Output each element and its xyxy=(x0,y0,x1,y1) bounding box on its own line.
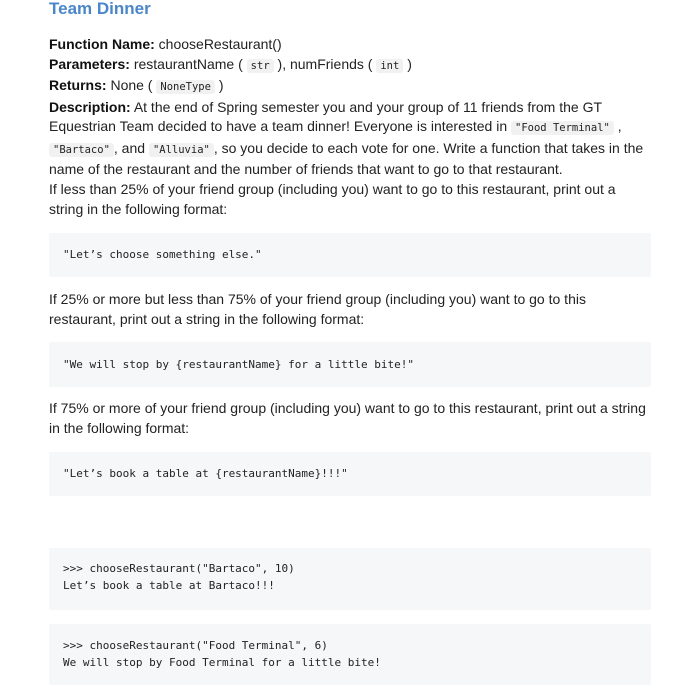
function-spec xyxy=(49,35,651,180)
case-1-condition: If less than 25% of your friend group (including you) want to go to this restaurant, print out a string in the following format: xyxy=(49,181,616,217)
param2-type: int xyxy=(376,59,403,73)
returns-value: None xyxy=(110,77,144,93)
case-1-output-block xyxy=(49,233,651,277)
example-2-block xyxy=(49,624,651,685)
example-1-result: Let’s book a table at Bartaco!!! xyxy=(63,579,275,592)
returns-line: Returns: None ( NoneType ) xyxy=(49,77,224,93)
example-1-call: >>> chooseRestaurant("Bartaco", 10) xyxy=(63,562,295,575)
page-title: Team Dinner xyxy=(49,0,151,18)
option-alluvia: "Alluvia" xyxy=(149,143,214,157)
case-2-output: "We will stop by {restaurantName} for a little bite!" xyxy=(63,358,414,371)
example-1-block xyxy=(49,548,651,610)
function-name-line xyxy=(49,35,651,55)
function-name-label: Function Name: xyxy=(49,36,155,52)
and-text: , and xyxy=(113,139,146,156)
case-2-output-block xyxy=(49,342,651,387)
parameters-line: Parameters: restaurantName ( str ), numFriends ( int ) xyxy=(49,55,412,72)
description: Description: At the end of Spring semester you and your group of 11 friends from the GT Equestrian Team decided to have a team dinner! Everyone is interested in "Food Terminal" , "Bartaco" , and "Alluvia" , so you decide to each vote for one. Write a function that takes in the name of the restaurant and the number of friends that want to go to that restaurant. xyxy=(49,98,644,177)
example-2-result: We will stop by Food Terminal for a little bite! xyxy=(63,656,381,669)
returns-label: Returns: xyxy=(49,77,107,93)
case-3-output: "Let’s book a table at {restaurantName}!!!" xyxy=(63,467,348,480)
case-1-output: "Let’s choose something else." xyxy=(63,248,262,261)
option-food-terminal: "Food Terminal" xyxy=(511,121,614,135)
case-3-condition: If 75% or more of your friend group (including you) want to go to this restaurant, print out a string in the following format: xyxy=(49,400,646,436)
description-label: Description: xyxy=(49,98,131,115)
parameters-label: Parameters: xyxy=(49,55,130,72)
option-bartaco: "Bartaco" xyxy=(49,143,114,157)
param1-name: restaurantName xyxy=(133,55,235,72)
case-3-output-block xyxy=(49,452,651,496)
returns-type: NoneType xyxy=(156,80,215,94)
description-text-1: At the end of Spring semester you and your group of 11 friends from the GT Equestrian Team decided to have a team dinner! Everyone is interested in xyxy=(49,98,602,134)
param2-name: numFriends xyxy=(289,55,364,72)
example-2-call: >>> chooseRestaurant("Food Terminal", 6) xyxy=(63,639,328,652)
case-2-condition: If 25% or more but less than 75% of your friend group (including you) want to go to this restaurant, print out a string in the following format: xyxy=(49,291,586,327)
param1-type: str xyxy=(247,59,274,73)
function-name-value: chooseRestaurant() xyxy=(158,36,282,52)
description-text-2: , so you decide to each vote for one. Write a function that takes in the name of the restaurant and the number of friends that want to go to that restaurant. xyxy=(49,139,644,177)
